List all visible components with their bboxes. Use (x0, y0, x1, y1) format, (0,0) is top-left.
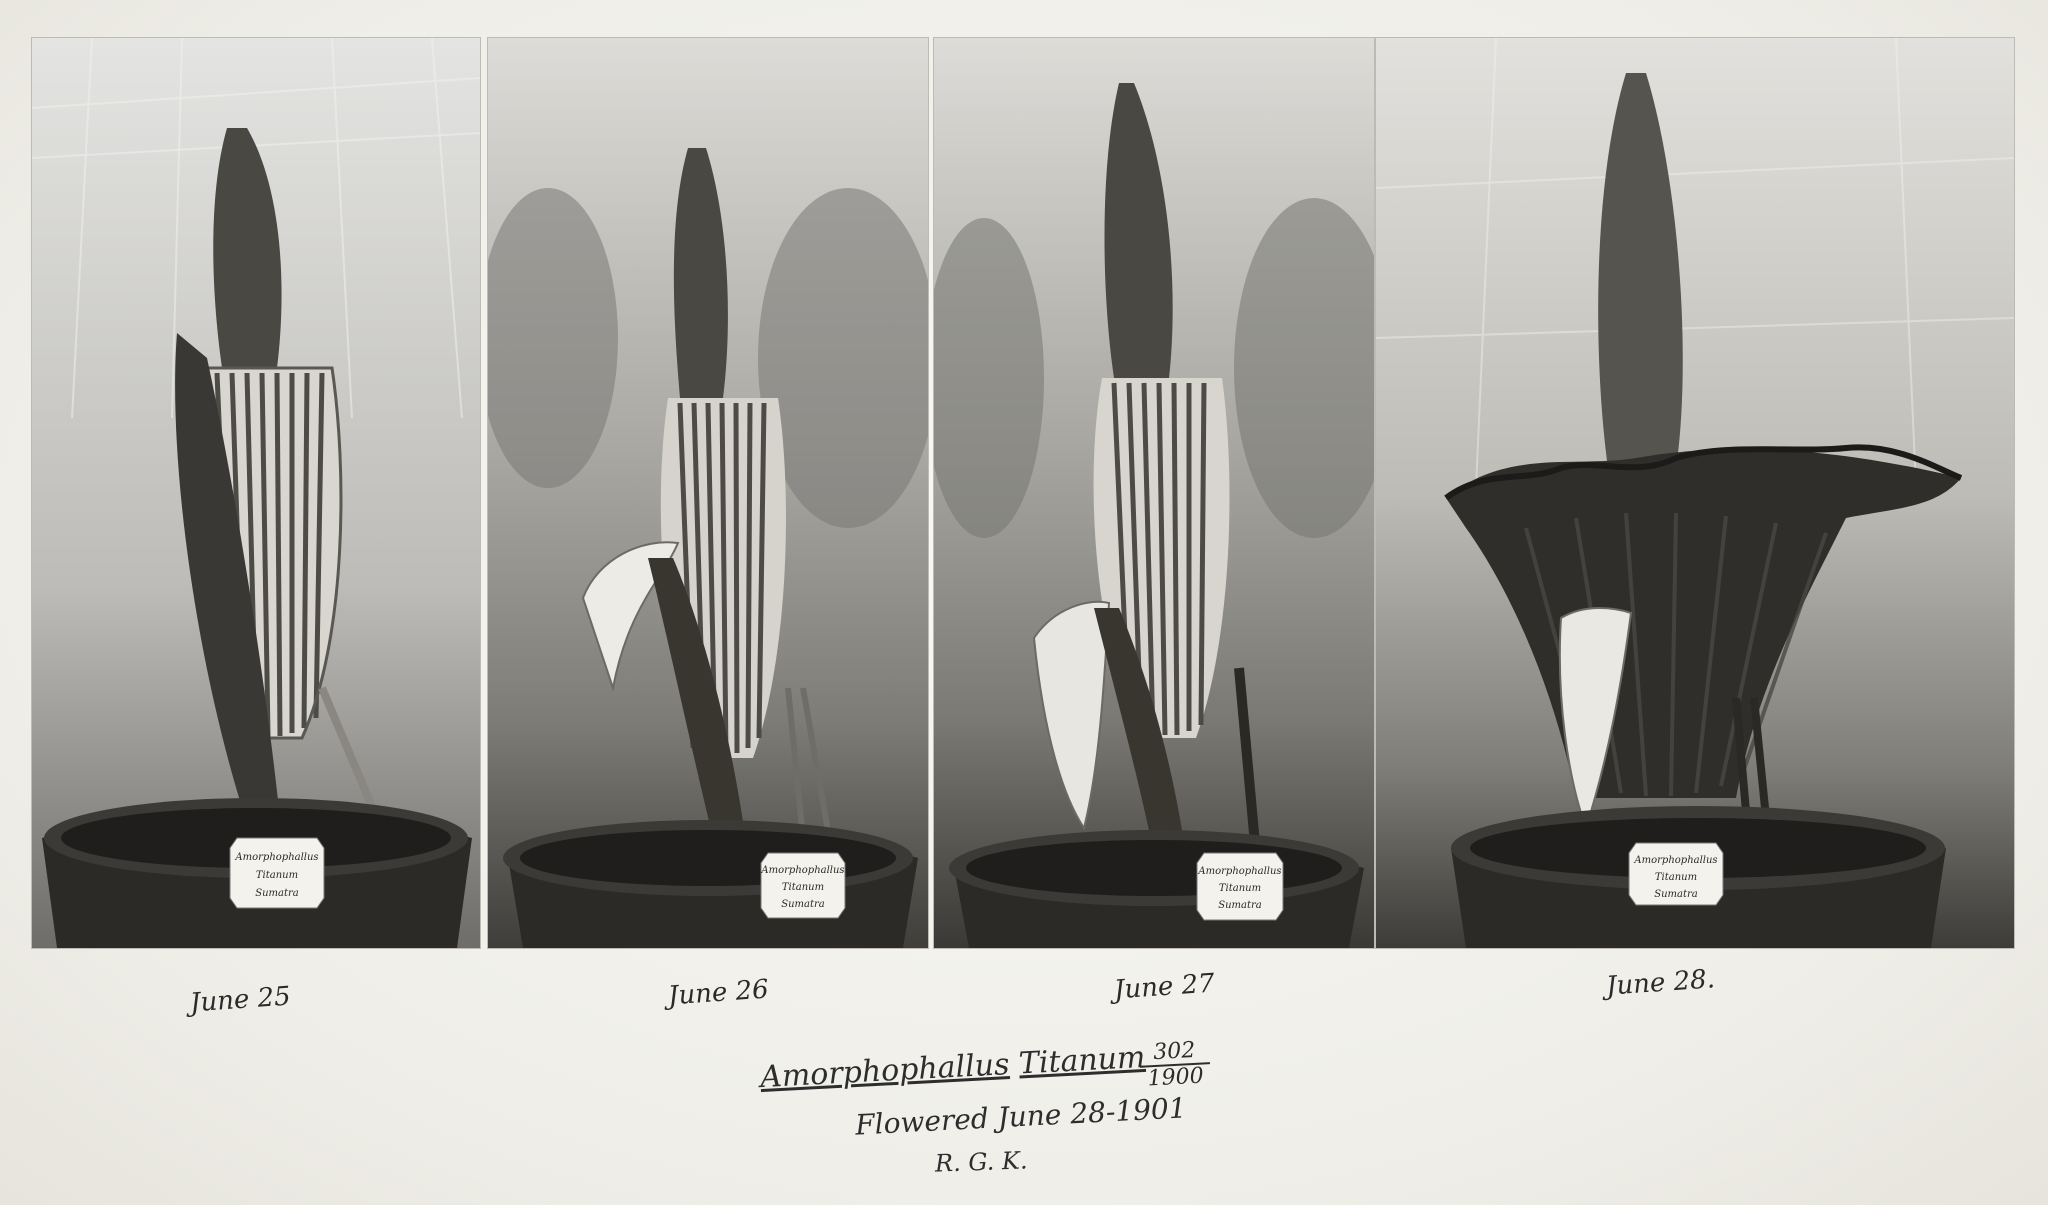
plant-label-line: Sumatra (255, 888, 299, 899)
plant-label-line: Amorphophallus (761, 865, 845, 876)
plant-label-line: Sumatra (1218, 900, 1262, 911)
fraction-numerator: 302 (1139, 1038, 1210, 1068)
plant-label-line: Sumatra (1654, 889, 1698, 900)
flowering-date: Flowered June 28-1901 (854, 1091, 1188, 1142)
species-name (759, 1040, 1146, 1095)
caption-june-28: June 28. (1605, 964, 1716, 1002)
photo-june-26 (488, 38, 928, 948)
plant-label-line: Titanum (1654, 872, 1698, 883)
caption-june-25: June 25 (189, 981, 292, 1019)
author-initials: R. G. K. (934, 1146, 1028, 1178)
titan-arum-unfurling-image (934, 38, 1374, 948)
photo-june-28 (1376, 38, 2014, 948)
plant-label-line: Titanum (255, 870, 299, 881)
plant-label-line: Titanum (1218, 883, 1262, 894)
photo-june-25 (32, 38, 480, 948)
plant-label-line: Sumatra (781, 899, 825, 910)
plant-label-line: Titanum (781, 882, 825, 893)
plant-label-line: Amorphophallus (1198, 866, 1282, 877)
titan-arum-bloom-image (1376, 38, 2014, 948)
titan-arum-bud-image (32, 38, 480, 948)
caption-june-27: June 27 (1113, 968, 1216, 1006)
accession-fraction (1139, 1038, 1212, 1092)
plant-label-line: Amorphophallus (1634, 855, 1718, 866)
genus-name: Amorphophallus (759, 1047, 1011, 1096)
species-epithet: Titanum (1017, 1039, 1147, 1082)
photo-june-27 (934, 38, 1374, 948)
plant-label-line: Amorphophallus (235, 852, 319, 863)
fraction-denominator: 1900 (1147, 1063, 1205, 1092)
caption-june-26: June 26 (667, 974, 770, 1012)
titan-arum-opening-image (488, 38, 928, 948)
